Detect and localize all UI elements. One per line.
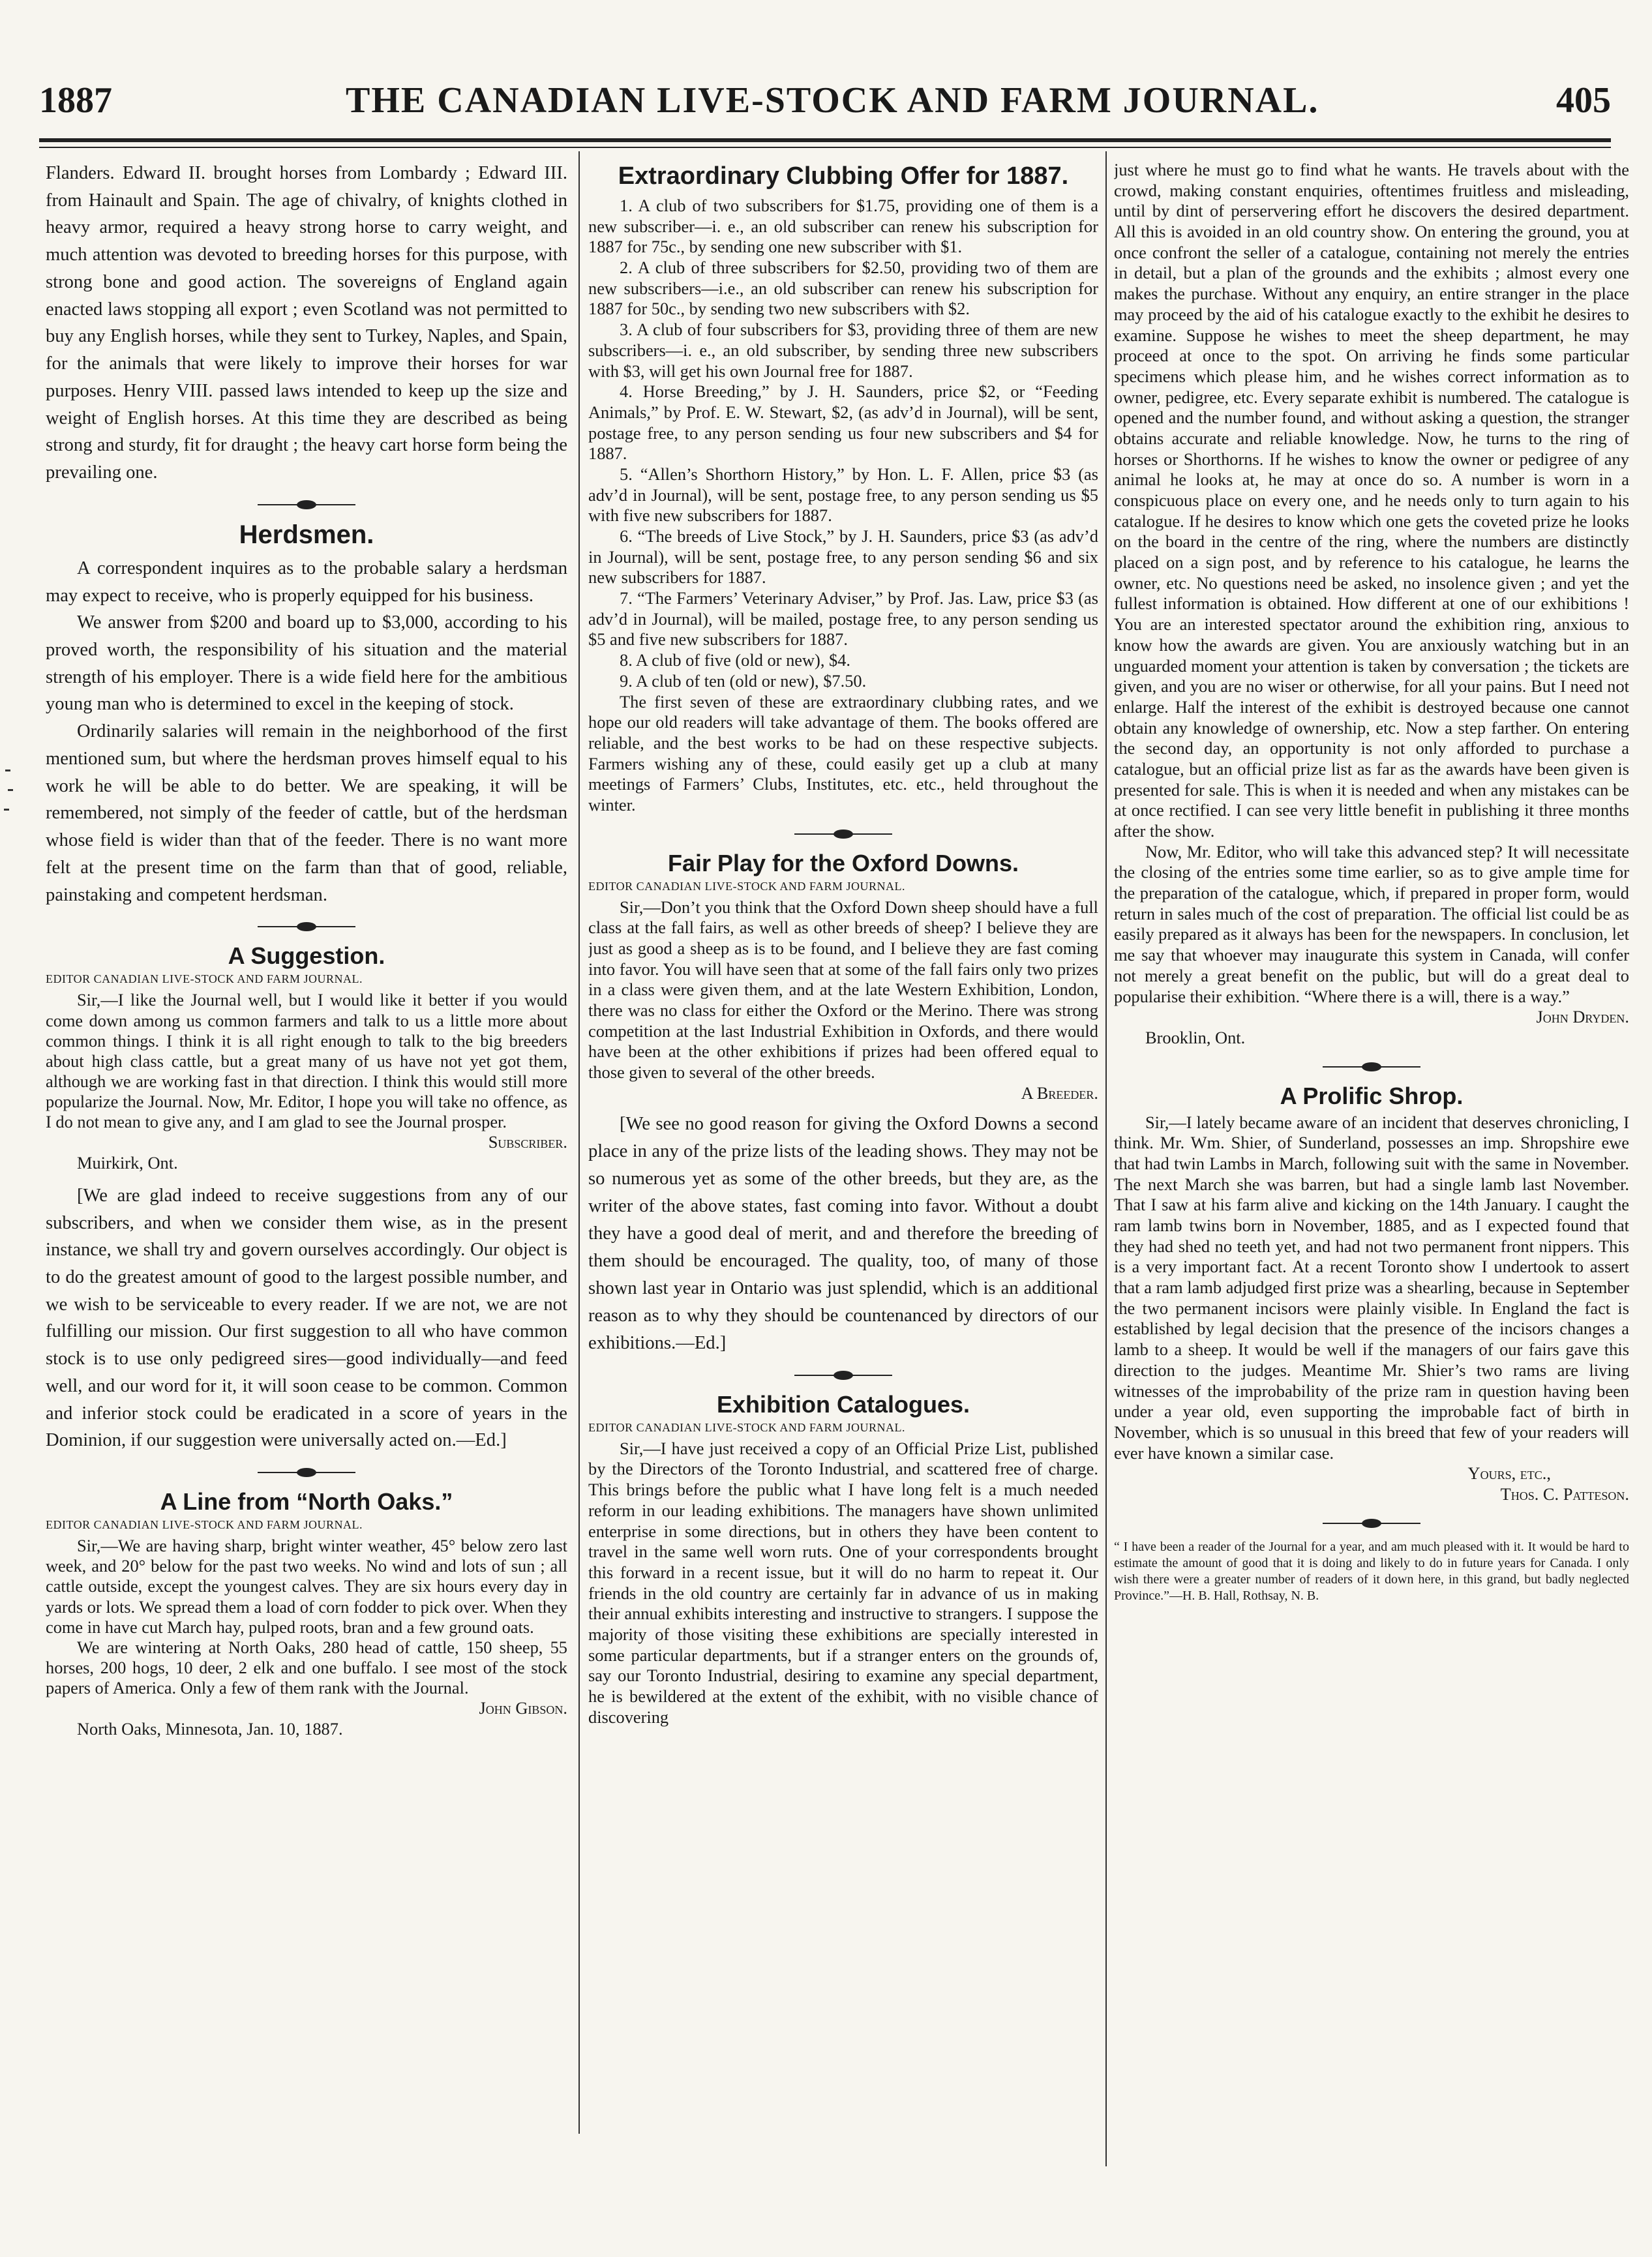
catalogues-heading: Exhibition Catalogues.: [716, 1390, 970, 1418]
shrop-letter: Sir,—I lately became aware of an incident that deserves chronicling, I think. Mr. Wm. Shier, of Sunderland, possesses an imp. Shropshire ewe that had twin Lambs in March, following suit with the same in November. The next March she was barren, but had a single lamb last November. That I saw at his farm alive and kicking on the 14th January. I caught the ram lamb twins born in November, 1885, and as I expected found that they had shed no teeth yet, and had not two permanent front nippers. This is a very important fact. At a recent Toronto show I undertook to assert that a ram lamb adjudged first prize was a shearling, because in September the two permanent incisors were plainly visible. In England the fact is established by legal decision that the presence of the incisors changes a lamb to a sheep. It would be well if the managers of our fairs gave this direction to the judges. Meantime Mr. Shier’s two rams are living witnesses of the improbability of the prize ram in question having been under a year old, even supporting the improbable fact of birth in November, which is so unusual in this breed that few of your readers will ever have known a similar case.: [1114, 1112, 1629, 1463]
herdsmen-paragraph: We answer from $200 and board up to $3,000, according to his proved worth, the responsibility of his situation and the material strength of his employer. There is a wide field here for the ambitious young man who is determined to excel in the keeping of stock.: [46, 612, 567, 715]
north-oaks-heading: A Line from “North Oaks.”: [160, 1488, 453, 1516]
margin-marks: [3, 770, 16, 900]
offer-item: 7. “The Farmers’ Veterinary Adviser,” by Prof. Jas. Law, price $3 (as adv’d in Journal), will be mailed, postage free, to any person sending us $5 and five new subscribers for 1887.: [588, 588, 1098, 650]
reader-testimonial: “ I have been a reader of the Journal for a year, and am much pleased with it. It would be hard to estimate the amount of good that it is doing and likely to do in future years for Canada. I only wish there were a greater number of readers of it down here, in this grand, but badly neglected Province.”—H. B. Hall, Rothsay, N. B.: [1114, 1539, 1629, 1603]
offer-item: 2. A club of three subscribers for $2.50, providing two of them are new subscribers—i.e., an old subscriber can renew his subscription for 1887 for 50c., by sending two new subscribers with $2.: [588, 258, 1098, 319]
offer-item: 3. A club of four subscribers for $3, providing three of them are new subscribers—i. e., an old subscriber, by sending three new subscribers with $3, will get his own Journal free for 1887.: [588, 320, 1098, 381]
prolific-shrop-heading: A Prolific Shrop.: [1280, 1082, 1464, 1109]
clubbing-offer-heading: Extraordinary Clubbing Offer for 1887.: [618, 162, 1069, 190]
header-year: 1887: [39, 80, 112, 121]
offer-note: The first seven of these are extraordinary clubbing rates, and we hope our old readers will take advantage of them. The books offered are reliable, and the best works to be had on these respective subjects. Farmers wishing any of these, could easily get up a club at many meetings of Farmers’ Clubs, Institutes, etc. etc., held throughout the winter.: [588, 691, 1098, 815]
column-divider: [578, 151, 580, 2134]
editor-address: EDITOR CANADIAN LIVE-STOCK AND FARM JOURNAL.: [46, 1518, 363, 1532]
letter-place: Muirkirk, Ont.: [77, 1152, 178, 1173]
north-oaks-letter: We are wintering at North Oaks, 280 head of cattle, 150 sheep, 55 horses, 200 hogs, 10 deer, 2 elk and one buffalo. I see most of the stock papers of America. Only a few of them rank with the Journal.: [46, 1637, 567, 1698]
offer-item: 8. A club of five (old or new), $4.: [620, 650, 851, 670]
catalogues-letter: Sir,—I have just received a copy of an Official Prize List, published by the Directors of the Toronto Industrial, and scattered free of charge. This brings before the public what I have long felt is a much needed reform in our leading exhibitions. The managers have shown unlimited enterprise in some directions, but in others they have been content to travel in the same well worn ruts. One of your correspondents brought this forward in a recent issue, but it will do no harm to repeat it. Our friends in the old country are certainly far in advance of us in making their annual exhibits interesting and instructive to strangers. I suppose the majority of those visiting these exhibitions are specially interested in some particular departments, but if a stranger enters on the grounds of, say our Toronto Industrial, desiring to examine any special department, he is bewildered at the extent of the exhibit, with no visible chance of discovering: [588, 1438, 1098, 1727]
column-middle: [588, 160, 1098, 2149]
offer-item: 5. “Allen’s Shorthorn History,” by Hon. L. F. Allen, price $3 (as adv’d in Journal), will be sent, postage free, to any person sending us $5 with five new subscribers for 1887.: [588, 464, 1098, 526]
suggestion-letter: Sir,—I like the Journal well, but I would like it better if you would come down among us common farmers and talk to us a little more about common things. I think it is all right enough to talk to the big breeders about high class cattle, but a great many of us have not yet got them, although we are working fast in that direction. I think this would still more popularize the Journal. Now, Mr. Editor, I hope you will take no offence, as I do not mean to give any, and I am glad to see the Journal prosper.: [46, 990, 567, 1132]
offer-item: 6. “The breeds of Live Stock,” by J. H. Saunders, price $3 (as adv’d in Journal), will be sent, postage free, to any person sending $6 and six new subscribers for 1887.: [588, 526, 1098, 588]
letter-signature: John Gibson.: [479, 1698, 567, 1718]
column-left: [46, 160, 567, 2129]
catalogues-letter-continued: just where he must go to find what he wants. He travels about with the crowd, making constant enquiries, oftentimes fruitless and misleading, until by dint of perservering effort he discovers the desired department. All this is avoided in an old country show. On entering the ground, you at once confront the seller of a catalogue, containing not merely the entries in detail, but a plan of the grounds and the exhibits ; almost every one makes the purchase. Without any enquiry, an entire stranger in the place may proceed by the aid of his catalogue exactly to the exhibit he desires to examine. Suppose he wishes to meet the sheep department, he may proceed at once to the spot. On arriving he finds some particular specimens which please him, and he wishes correct information as to owner, pedigree, etc. Every separate exhibit is numbered. The catalogue is opened and the number found, and without asking a question, the stranger obtains accurate and reliable knowledge. Now, he turns to the ring of horses or Shorthorns. If he wishes to know the owner or pedigree of any animal he looks at, he may at once do so. A number is worn in a conspicuous place on every one, and he needs only to turn again to his catalogue. If he desires to know which one gets the coveted prize he looks on the board in the centre of the ring, where the numbers are distinctly placed on a sign post, and by reference to his catalogue, he learns the owner, etc. No questions need be asked, no insolence given ; and yet the fullest information is obtained. How different at one of our exhibitions ! You are an interested spectator around the exhibition ring, anxious to know how the awards are given. You are anxiously watching but in an unguarded moment your attention is taken by conversation ; the tickets are given, and you are no wiser or otherwise, for all your pains. But I need not enlarge. Half the interest of the exhibit is destroyed because one cannot obtain any knowledge of ownership, etc. Now a step farther. On entering the second day, an opportunity is not only afforded to purchase a catalogue, but an official prize list as far as the awards have been given is presented for sale. This is when it is needed and when any mistakes can be at once rectified. I can see very little benefit in publishing it three months after the show.: [1114, 160, 1629, 841]
letter-place: Brooklin, Ont.: [1145, 1027, 1246, 1047]
section-ornament: [46, 918, 567, 936]
section-ornament: [46, 496, 567, 514]
editor-reply: [We see no good reason for giving the Oxford Downs a second place in any of the prize lists of the leading shows. They may not be so numerous yet as some of the other breeds, but they are, as the writer of the above states, fast coming into favor. Without a doubt they have a good deal of merit, and and therefore the breeding of them should be encouraged. The quality, too, of many of those shown last year in Ontario was just splendid, which is an additional reason as to why they should be countenanced by directors of our exhibitions.—Ed.]: [588, 1113, 1098, 1353]
column-divider: [1105, 151, 1107, 2166]
section-ornament: [588, 825, 1098, 843]
header-rule-thin: [39, 147, 1611, 148]
column-right: [1114, 160, 1629, 2168]
herdsmen-paragraph: Ordinarily salaries will remain in the neighborhood of the first mentioned sum, but where the herdsman proves himself equal to his work he will be able to do better. We are speaking, it will be remembered, not simply of the feeder of cattle, but of the herdsman whose field is wider than that of the feeder. There is no want more felt at the present time on the farm than that of good, reliable, painstaking and competent herdsman.: [46, 721, 567, 905]
section-ornament: [1114, 1514, 1629, 1532]
section-ornament: [46, 1463, 567, 1482]
editor-address: EDITOR CANADIAN LIVE-STOCK AND FARM JOURNAL.: [46, 972, 363, 986]
letter-signature: Thos. C. Patteson.: [1500, 1484, 1629, 1504]
editor-address: EDITOR CANADIAN LIVE-STOCK AND FARM JOURNAL.: [588, 879, 906, 893]
oxford-heading: Fair Play for the Oxford Downs.: [667, 849, 1019, 876]
article-horses-continued: Flanders. Edward II. brought horses from Lombardy ; Edward III. from Hainault and Spain. The age of chivalry, of knights clothed in heavy armor, required a heavy strong horse to carry weight, and much attention was devoted to breeding horses for this purpose, with strong bone and good action. The sovereigns of England again enacted laws stopping all export ; even Scotland was not permitted to buy any English horses, while they sent to Turkey, Naples, and Spain, for the animals that were likely to improve their horses for war purposes. Henry VIII. passed laws intended to keep up the size and weight of English horses. At this time they are described as being strong and sturdy, fit for draught ; the heavy cart horse form being the prevailing one.: [46, 163, 567, 483]
header-page-number: 405: [1556, 80, 1611, 121]
letter-signature: A Breeder.: [1021, 1083, 1098, 1103]
editor-address: EDITOR CANADIAN LIVE-STOCK AND FARM JOURNAL.: [588, 1420, 906, 1434]
letter-signature: Subscriber.: [488, 1132, 567, 1152]
oxford-letter: Sir,—Don’t you think that the Oxford Down sheep should have a full class at the fall fairs, as well as other breeds of sheep? I believe they are just as good a sheep as is to be found, and I believe they are fast coming into favor. You will have seen that at some of the fall fairs only two prizes in a class were given them, and at the late Western Exhibition, London, there was no class for either the Oxford or the Merino. There was strong competition at the last Industrial Exhibition in Oxfords, and there would have been at the other exhibitions if prizes had been offered equal to those given to several of the other breeds.: [588, 897, 1098, 1083]
section-ornament: [588, 1366, 1098, 1384]
header-title: THE CANADIAN LIVE-STOCK AND FARM JOURNAL.: [346, 80, 1319, 121]
offer-item: 9. A club of ten (old or new), $7.50.: [620, 670, 867, 691]
page-header: [39, 80, 1611, 132]
letter-place: North Oaks, Minnesota, Jan. 10, 1887.: [77, 1718, 343, 1739]
herdsmen-heading: Herdsmen.: [239, 520, 374, 549]
section-ornament: [1114, 1058, 1629, 1076]
letter-signature: John Dryden.: [1536, 1007, 1629, 1027]
header-rule: [39, 138, 1611, 142]
catalogues-letter-continued: Now, Mr. Editor, who will take this advanced step? It will necessitate the closing of the entries some time earlier, so as to give ample time for the preparation of the catalogue, which, if prepared in proper form, would return in sales much of the cost of preparation. The official list could be as easily prepared as it always has been for the newspapers. In conclusion, let me say that whoever may inaugurate this system in Canada, will confer not merely a great benefit on the public, but will do a great deal to popularise their exhibition. “Where there is a will, there is a way.”: [1114, 841, 1629, 1006]
herdsmen-paragraph: A correspondent inquires as to the probable salary a herdsman may expect to receive, who is properly equipped for his business.: [46, 558, 567, 606]
offer-item: 4. Horse Breeding,” by J. H. Saunders, price $2, or “Feeding Animals,” by Prof. E. W. Stewart, $2, (as adv’d in Journal), will be sent, postage free, to any person sending us four new subscribers and $4 for 1887.: [588, 381, 1098, 464]
editor-reply: [We are glad indeed to receive suggestions from any of our subscribers, and when we consider them wise, as in the present instance, we shall try and govern ourselves accordingly. Our object is to do the greatest amount of good to the largest possible number, and we wish to be serviceable to every reader. If we are not, we are not fulfilling our mission. Our first suggestion to all who have common stock is to use only pedigreed sires—good individually—and feed well, and our word for it, it will soon cease to be common. Common and inferior stock could be eradicated in a score of years in the Dominion, if our suggestion were universally acted on.—Ed.]: [46, 1185, 567, 1451]
north-oaks-letter: Sir,—We are having sharp, bright winter weather, 45° below zero last week, and 20° below for the past two weeks. No wind and lots of sun ; all cattle outside, except the youngest calves. They are six hours every day in yards or lots. We spread them a load of corn fodder to pick over. When they come in have cut March hay, pulped roots, bran and a few ground oats.: [46, 1536, 567, 1637]
suggestion-heading: A Suggestion.: [228, 942, 385, 970]
offer-item: 1. A club of two subscribers for $1.75, providing one of them is a new subscriber—i. e., an old subscriber can renew his subscription for 1887 for 75c., by sending one new subscriber with $1.: [588, 196, 1098, 257]
letter-closing: Yours, etc.,: [1467, 1463, 1551, 1484]
